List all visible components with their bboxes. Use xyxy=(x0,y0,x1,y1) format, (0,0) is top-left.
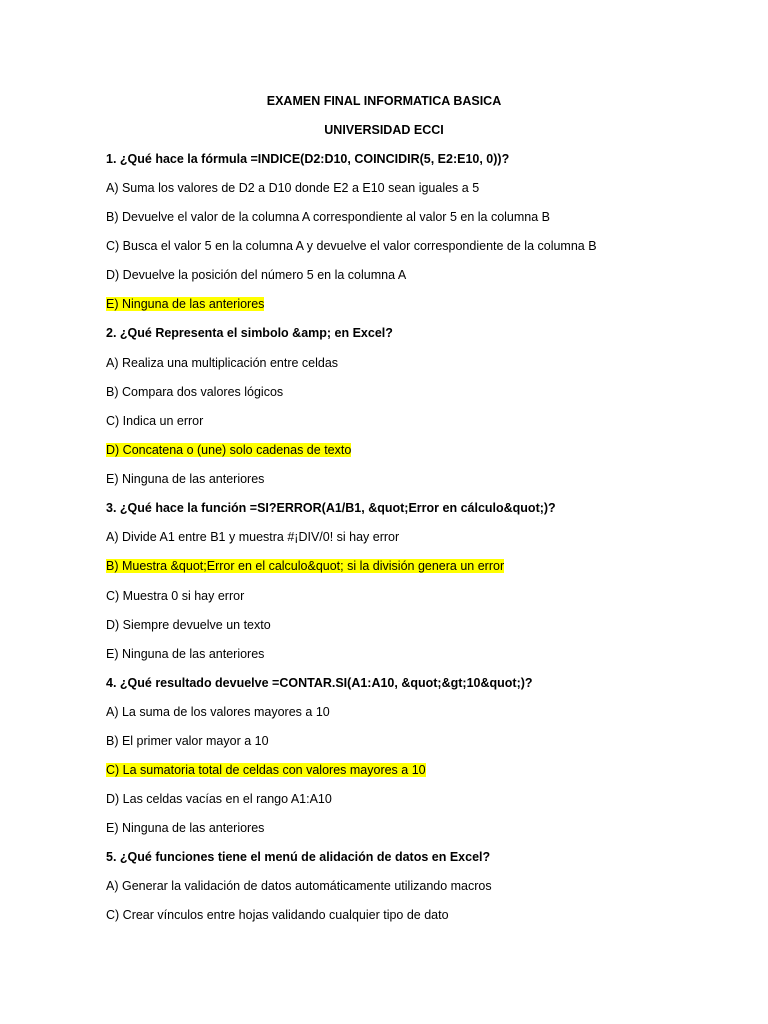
question-5: 5. ¿Qué funciones tiene el menú de alidación de datos en Excel? xyxy=(106,850,491,864)
q2-option-b: B) Compara dos valores lógicos xyxy=(106,385,284,399)
answer-highlight: E) Ninguna de las anteriores xyxy=(106,297,265,311)
q2-option-e: E) Ninguna de las anteriores xyxy=(106,472,265,486)
q3-option-e: E) Ninguna de las anteriores xyxy=(106,647,265,661)
q1-option-b: B) Devuelve el valor de la columna A correspondiente al valor 5 en la columna B xyxy=(106,210,551,224)
q5-option-a: A) Generar la validación de datos automáticamente utilizando macros xyxy=(106,879,492,893)
q1-option-c: C) Busca el valor 5 en la columna A y devuelve el valor correspondiente de la columna B xyxy=(106,239,597,253)
answer-highlight: C) La sumatoria total de celdas con valores mayores a 10 xyxy=(106,763,426,777)
q3-option-c: C) Muestra 0 si hay error xyxy=(106,589,245,603)
question-1: 1. ¿Qué hace la fórmula =INDICE(D2:D10, COINCIDIR(5, E2:E10, 0))? xyxy=(106,152,510,166)
q3-option-d: D) Siempre devuelve un texto xyxy=(106,618,271,632)
answer-highlight: B) Muestra &quot;Error en el calculo&quot; si la división genera un error xyxy=(106,559,505,573)
question-2: 2. ¿Qué Representa el simbolo &amp; en Excel? xyxy=(106,326,393,340)
q4-option-a: A) La suma de los valores mayores a 10 xyxy=(106,705,330,719)
q3-option-b xyxy=(106,558,504,574)
q2-option-d xyxy=(106,442,351,458)
q4-option-d: D) Las celdas vacías en el rango A1:A10 xyxy=(106,792,332,806)
q1-option-a: A) Suma los valores de D2 a D10 donde E2 a E10 sean iguales a 5 xyxy=(106,181,480,195)
q4-option-c xyxy=(106,762,426,778)
question-3: 3. ¿Qué hace la función =SI?ERROR(A1/B1, &quot;Error en cálculo&quot;)? xyxy=(106,501,556,515)
q2-option-a: A) Realiza una multiplicación entre celdas xyxy=(106,356,339,370)
document-title: EXAMEN FINAL INFORMATICA BASICA xyxy=(266,94,502,108)
answer-highlight: D) Concatena o (une) solo cadenas de texto xyxy=(106,443,352,457)
q3-option-a: A) Divide A1 entre B1 y muestra #¡DIV/0! si hay error xyxy=(106,530,400,544)
q4-option-b: B) El primer valor mayor a 10 xyxy=(106,734,269,748)
question-4: 4. ¿Qué resultado devuelve =CONTAR.SI(A1:A10, &quot;&gt;10&quot;)? xyxy=(106,676,533,690)
q1-option-d: D) Devuelve la posición del número 5 en la columna A xyxy=(106,268,407,282)
q5-option-c: C) Crear vínculos entre hojas validando cualquier tipo de dato xyxy=(106,908,449,922)
document-subtitle: UNIVERSIDAD ECCI xyxy=(324,123,444,137)
q2-option-c: C) Indica un error xyxy=(106,414,204,428)
q1-option-e xyxy=(106,296,264,312)
q4-option-e: E) Ninguna de las anteriores xyxy=(106,821,265,835)
